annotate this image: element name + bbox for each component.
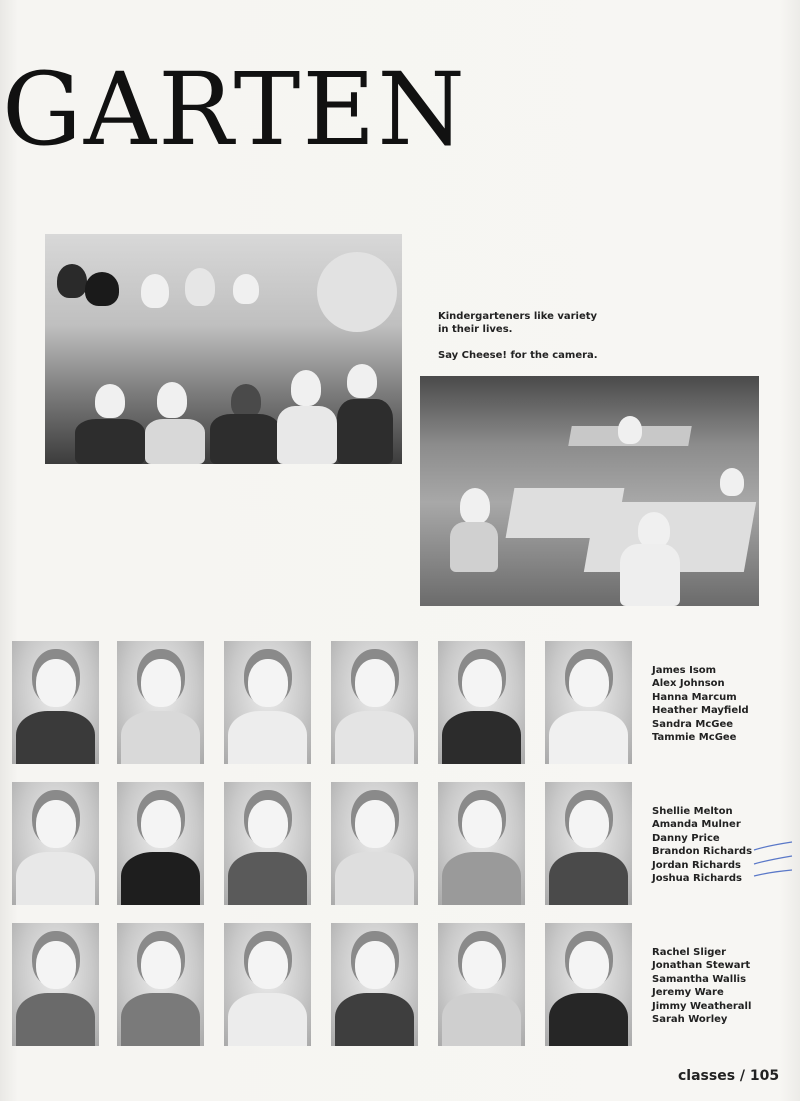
name-list-row-3 [652,946,751,1026]
student-portrait [224,641,311,764]
name-list-row-2 [652,805,752,885]
child-figure [141,274,169,308]
child-figure [460,488,490,524]
mask-figure [185,268,215,306]
child-body [210,414,280,464]
student-name: Danny Price [652,832,720,844]
student-name: Jeremy Ware [652,987,724,999]
cat-mask-figure [57,264,87,298]
student-name: Heather Mayfield [652,705,749,717]
student-name: Brandon Richards [652,846,753,858]
student-portrait [12,923,99,1046]
student-portrait [117,782,204,905]
student-portrait [545,782,632,905]
caption-variety: Kindergarteners like variety in their lives. [438,311,598,335]
child-body [145,419,205,464]
child-figure [157,382,187,418]
child-body [620,544,680,606]
student-name: Samantha Wallis [652,973,747,985]
classroom-photo [420,376,759,606]
student-name: Rachel Sliger [652,947,727,958]
hat-figure [85,272,119,306]
student-name: Sandra McGee [652,718,734,730]
student-name: Sarah Worley [652,1014,728,1026]
student-portrait [331,923,418,1046]
caption-say-cheese: Say Cheese! for the camera. [438,350,598,361]
student-portrait [224,782,311,905]
name-list-row-1 [652,664,749,744]
child-figure [347,364,377,398]
student-name: James Isom [652,665,717,676]
student-name: Jimmy Weatherall [652,1000,752,1012]
child-figure [233,274,259,304]
student-name: Alex Johnson [652,678,725,690]
student-name: Joshua Richards [652,873,742,885]
child-figure [95,384,125,418]
student-name: Jordan Richards [652,859,741,871]
student-portrait [545,641,632,764]
pen-mark-icon [752,836,796,880]
child-body [450,522,498,572]
student-portrait [331,641,418,764]
student-portrait [12,782,99,905]
student-name: Amanda Mulner [652,819,741,831]
flower-costume [317,252,397,332]
child-figure [638,512,670,548]
student-portrait [117,641,204,764]
student-portrait [331,782,418,905]
page-title: GARTEN [2,51,467,168]
child-body [277,406,337,464]
child-figure [618,416,642,444]
child-figure [291,370,321,406]
student-portrait [117,923,204,1046]
student-name: Shellie Melton [652,806,733,817]
child-figure [231,384,261,418]
page-folio: classes / 105 [678,1068,780,1084]
child-body [75,419,145,464]
student-name: Tammie McGee [652,732,737,744]
student-portrait [224,923,311,1046]
student-portrait [438,641,525,764]
student-portrait [12,641,99,764]
child-figure [720,468,744,496]
student-portrait [545,923,632,1046]
student-name: Jonathan Stewart [652,960,751,972]
student-portrait [438,782,525,905]
student-name: Hanna Marcum [652,691,737,703]
costume-group-photo [45,234,402,464]
student-portrait [438,923,525,1046]
child-body [337,399,393,464]
